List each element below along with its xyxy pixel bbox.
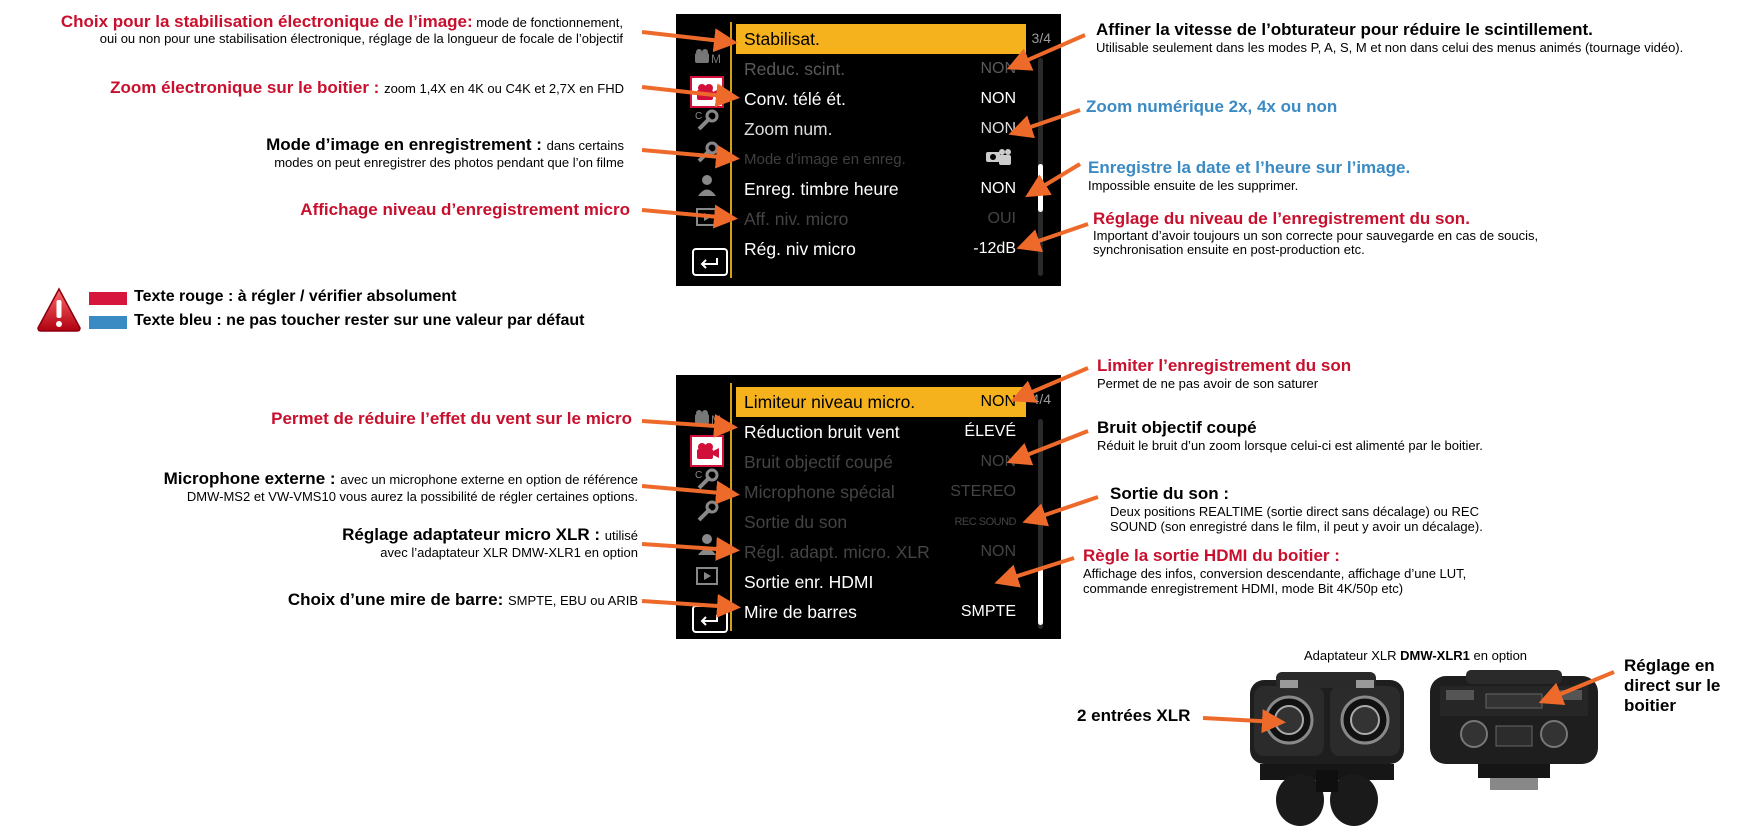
shutter-desc: Utilisable seulement dans les modes P, A, S, M et non dans celui des menus animés (tournage vidéo). bbox=[1096, 40, 1684, 55]
level-desc: Important d’avoir toujours un son correcte pour sauvegarde en cas de soucis, bbox=[1093, 228, 1539, 243]
ext-title: Microphone externe : bbox=[163, 469, 341, 488]
out-desc: Deux positions REALTIME (sortie direct sans décalage) ou REC bbox=[1110, 504, 1479, 519]
hdmi-desc: Affichage des infos, conversion descendante, affichage d’une LUT, bbox=[1083, 566, 1467, 581]
row-value: NON bbox=[980, 90, 1016, 107]
row-label: Régl. adapt. micro. XLR bbox=[744, 541, 930, 562]
row-label: Réduction bruit vent bbox=[744, 421, 900, 442]
svg-text:C: C bbox=[695, 470, 703, 481]
row-value: NON bbox=[980, 453, 1016, 470]
row-label: Sortie enr. HDMI bbox=[744, 571, 874, 592]
row-label: Microphone spécial bbox=[744, 481, 895, 502]
date-desc: Impossible ensuite de les supprimer. bbox=[1088, 178, 1299, 193]
inputs-label: 2 entrées XLR bbox=[1077, 706, 1191, 725]
row-value: REC SOUND bbox=[954, 516, 1016, 528]
level-desc-2: synchronisation ensuite en post-production etc. bbox=[1093, 242, 1365, 257]
caption-model: DMW-XLR1 bbox=[1400, 648, 1470, 663]
svg-text:C: C bbox=[695, 111, 703, 122]
row-value: OUI bbox=[987, 210, 1016, 227]
row-label: Reduc. scint. bbox=[744, 58, 846, 79]
zoom-title: Zoom électronique sur le boitier : bbox=[110, 78, 385, 97]
direct-line-1: Réglage en bbox=[1624, 656, 1715, 675]
row-label: Sortie du son bbox=[744, 511, 848, 532]
stab-desc-2: oui ou non pour une stabilisation électronique, réglage de la longueur de focale de l’objectif bbox=[99, 31, 623, 46]
legend-red: Texte rouge : à régler / vérifier absolument bbox=[134, 288, 457, 305]
row-value: NON bbox=[980, 180, 1016, 197]
row-value: NON bbox=[980, 120, 1016, 137]
caption-pre: Adaptateur XLR bbox=[1304, 648, 1401, 663]
row-value: NON bbox=[980, 393, 1016, 410]
row-value: NON bbox=[980, 60, 1016, 77]
direct-line-2: direct sur le bbox=[1624, 676, 1721, 695]
mode-desc: dans certains bbox=[546, 138, 624, 153]
lens-title: Bruit objectif coupé bbox=[1097, 418, 1257, 437]
legend-blue: Texte bleu : ne pas toucher rester sur une valeur par défaut bbox=[134, 312, 585, 329]
row-value: ÉLEVÉ bbox=[964, 423, 1016, 440]
level-title: Réglage du niveau de l’enregistrement du son. bbox=[1093, 209, 1470, 228]
row-value: NON bbox=[980, 543, 1016, 560]
ext-desc: avec un microphone externe en option de référence bbox=[340, 472, 638, 487]
mode-title: Mode d’image en enregistrement : bbox=[266, 135, 547, 154]
mode-desc-2: modes on peut enregistrer des photos pendant que l’on filme bbox=[274, 155, 624, 170]
mire-desc: SMPTE, EBU ou ARIB bbox=[507, 593, 638, 608]
row-label: Conv. télé ét. bbox=[744, 88, 846, 109]
wind-title: Permet de réduire l’effet du vent sur le micro bbox=[271, 409, 632, 428]
out-desc-2: SOUND (son enregistré dans le film, il peut y avoir un décalage). bbox=[1110, 519, 1483, 534]
limit-title: Limiter l’enregistrement du son bbox=[1097, 356, 1352, 375]
xlr-desc-2: avec l’adaptateur XLR DMW-XLR1 en option bbox=[380, 545, 638, 560]
row-label: Stabilisat. bbox=[744, 28, 820, 49]
row-label: Zoom num. bbox=[744, 118, 833, 139]
ext-desc-2: DMW-MS2 et VW-VMS10 vous aurez la possibilité de régler certaines options. bbox=[186, 489, 638, 504]
row-label: Mire de barres bbox=[744, 601, 857, 622]
xlr-desc: utilisé bbox=[604, 528, 638, 543]
aff-title: Affichage niveau d’enregistrement micro bbox=[300, 200, 630, 219]
xlr-title: Réglage adaptateur micro XLR : bbox=[342, 525, 605, 544]
row-label: Bruit objectif coupé bbox=[744, 451, 893, 472]
shutter-title: Affiner la vitesse de l’obturateur pour réduire le scintillement. bbox=[1096, 20, 1593, 39]
zoom-desc: zoom 1,4X en 4K ou C4K et 2,7X en FHD bbox=[384, 81, 624, 96]
stab-desc: mode de fonctionnement, bbox=[472, 15, 623, 30]
row-value: SMPTE bbox=[960, 603, 1016, 620]
row-label: Mode d’image en enreg. bbox=[744, 150, 906, 168]
row-label: Aff. niv. micro bbox=[744, 208, 849, 229]
row-label: Enreg. timbre heure bbox=[744, 178, 899, 199]
caption-post: en option bbox=[1469, 648, 1528, 663]
row-value: STEREO bbox=[950, 483, 1016, 500]
row-value: -12dB bbox=[973, 240, 1016, 257]
direct-line-3: boitier bbox=[1624, 696, 1676, 715]
lens-desc: Réduit le bruit d’un zoom lorsque celui-ci est alimenté par le boitier. bbox=[1097, 438, 1483, 453]
row-label: Rég. niv micro bbox=[744, 238, 856, 259]
out-title: Sortie du son : bbox=[1110, 484, 1229, 503]
date-title: Enregistre la date et l’heure sur l’image. bbox=[1088, 158, 1411, 177]
limit-desc: Permet de ne pas avoir de son saturer bbox=[1097, 376, 1319, 391]
mire-title: Choix d’une mire de barre: bbox=[287, 590, 508, 609]
svg-text:M: M bbox=[711, 413, 721, 427]
stab-title: Choix pour la stabilisation électronique de l’image: bbox=[60, 12, 473, 31]
svg-text:M: M bbox=[711, 52, 721, 66]
page-indicator: 4/4 bbox=[1031, 391, 1051, 407]
hdmi-title: Règle la sortie HDMI du boitier : bbox=[1083, 546, 1340, 565]
hdmi-desc-2: commande enregistrement HDMI, mode Bit 4K/50p etc) bbox=[1083, 581, 1404, 596]
page-indicator: 3/4 bbox=[1031, 30, 1051, 46]
numzoom-title: Zoom numérique 2x, 4x ou non bbox=[1086, 97, 1338, 116]
row-label: Limiteur niveau micro. bbox=[744, 391, 916, 412]
